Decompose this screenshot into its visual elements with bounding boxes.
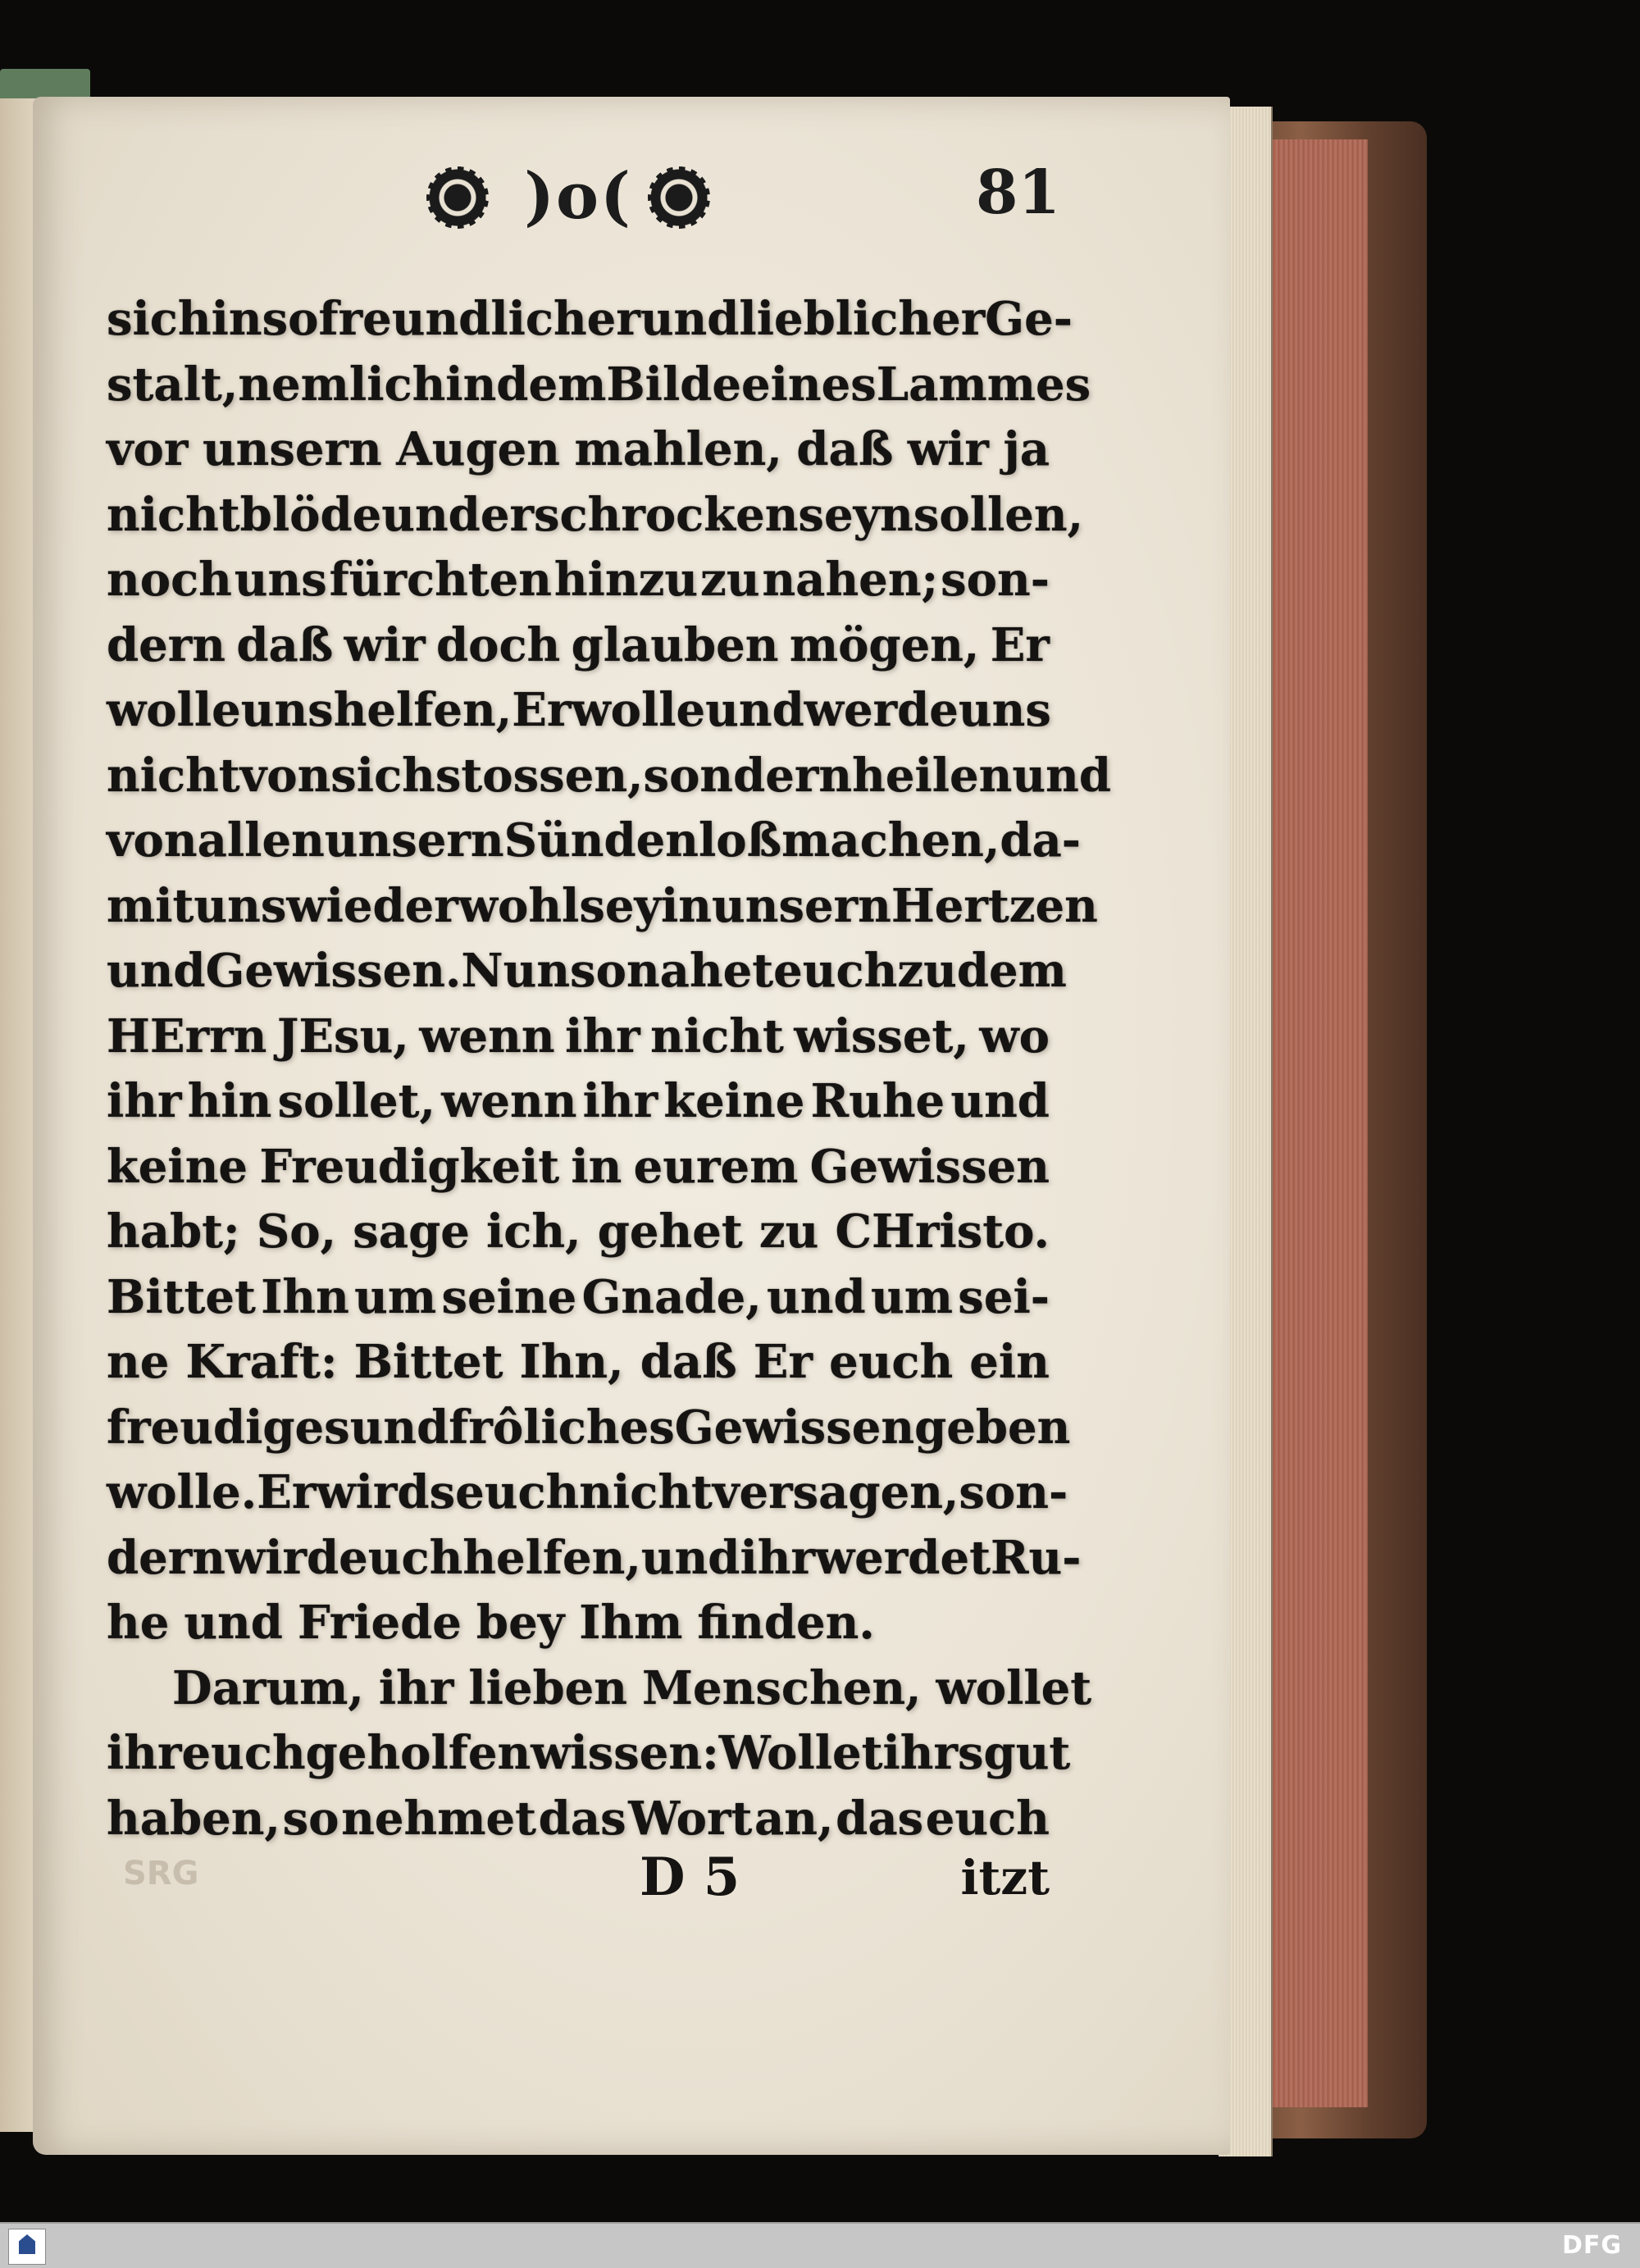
text-line [107,417,1050,483]
word: Er [990,617,1050,672]
word: freudiges [107,1400,350,1455]
word: sich [330,748,435,803]
word: keine [663,1074,805,1128]
dfg-logo: DFG [1561,2231,1622,2260]
word: an, [754,1791,834,1846]
page-footer-line [107,1841,1050,1915]
word: hin [187,1074,272,1128]
word: CHristo. [835,1205,1050,1259]
word: in [661,878,713,933]
word: geben [914,1400,1071,1455]
word: dern [107,1530,226,1585]
word: helfen, [462,1530,641,1585]
word: wenn [441,1074,577,1128]
text-line [107,808,1082,874]
word: wieder [286,878,458,933]
text-line [107,613,1050,679]
word: wolle. [107,1465,257,1519]
word: euch [773,944,898,998]
word: wissen: [531,1726,719,1780]
word: lieben [468,1660,628,1715]
word: heilen [852,748,1013,803]
word: finden. [697,1596,875,1650]
word: euch [455,1465,580,1519]
word: und [767,1269,866,1324]
word: wollet [936,1660,1092,1715]
library-stamp: SRG [123,1855,199,1892]
word: stossen, [435,748,644,803]
word: eines [741,357,877,412]
word: so [262,292,319,346]
word: und [1012,748,1111,803]
word: unsern [712,878,891,933]
word: ein [969,1335,1050,1389]
word: sich [107,292,212,346]
word: sey [579,878,662,933]
word: nahen; [762,553,939,607]
text-line [107,1004,1050,1070]
word: uns [194,878,287,933]
word: wir [907,422,989,476]
word: unsern [324,813,504,868]
word: haben, [107,1791,280,1846]
rosette-ornament-icon [426,166,489,229]
word: seine [441,1269,577,1324]
word: wo [979,1009,1050,1063]
word: Friede [297,1596,462,1650]
word: habt; [107,1205,240,1259]
word: das [538,1791,626,1846]
word: Wollet [718,1726,883,1780]
word: und [950,1074,1050,1128]
word: wohl [458,878,580,933]
fore-edge [1269,139,1368,2107]
text-line [107,1721,1071,1787]
word: Er [512,683,572,737]
word: wisset, [794,1009,969,1063]
word: werdet [814,1530,991,1585]
text-line [107,1069,1050,1135]
word: Hertzen [891,878,1098,933]
word: und [107,944,206,998]
word: daß [236,617,334,672]
word: und [381,487,481,542]
catchword: itzt [960,1850,1050,1906]
word: in [445,357,497,412]
word: nicht [579,1465,713,1519]
word: Nun [461,944,571,998]
word: uns [240,683,334,737]
word: Ihn, [519,1335,624,1389]
text-line [107,287,1073,353]
word: Augen [396,422,560,476]
word: so [570,944,626,998]
word: unsern [202,422,382,476]
word: sollen, [913,487,1084,542]
word: Darum, [172,1660,364,1715]
word: wolle [571,683,706,737]
word: ne [107,1335,170,1389]
word: wird [226,1530,339,1585]
word: noch [107,553,232,607]
word: mit [107,878,194,933]
word: geholfen [305,1726,531,1780]
word: gehet [597,1205,743,1259]
word: und [640,292,740,346]
word: ich, [485,1205,581,1259]
word: doch [435,617,561,672]
word: ihr [378,1660,454,1715]
word: Bilde [606,357,742,412]
word: nicht [650,1009,784,1063]
word: um [870,1269,953,1324]
word: Sünden [503,813,699,868]
word: daß [640,1335,737,1389]
header-ornament: )o( [524,159,632,234]
word: HErrn [107,1009,267,1063]
word: vor [107,422,189,476]
word: Gewissen [809,1139,1050,1194]
word: zu [700,553,760,607]
word: Bittet [353,1335,503,1389]
word: machen, [781,813,1000,868]
word: zu [897,944,957,998]
text-line [107,548,1050,613]
word: in [571,1139,622,1194]
word: frôliches [449,1400,675,1455]
word: Ihm [579,1596,683,1650]
paragraph-start-line [107,1656,1092,1722]
word: zu [758,1205,819,1259]
text-line [107,353,1091,418]
word: ihr [107,1074,182,1128]
word: euch [829,1335,954,1389]
word: Ruhe [810,1074,945,1128]
word: von [239,748,331,803]
word: hinzu [554,553,699,607]
word: Gewissen [674,1400,915,1455]
word: Er [257,1465,317,1519]
word: werde [804,683,959,737]
word: blöde [239,487,382,542]
text-line [107,1526,1082,1592]
word: So, [256,1205,337,1259]
word: Gewissen. [205,944,462,998]
word: fürchten [329,553,553,607]
text-line [107,744,1111,809]
text-line [107,1265,1050,1331]
word: son- [941,553,1050,607]
word: Lammes [876,357,1091,412]
word: eurem [633,1139,799,1194]
text-line [107,874,1098,940]
word: Ge- [985,292,1073,346]
word: mögen, [789,617,980,672]
word: da- [1000,813,1082,868]
word: ihrs [882,1726,984,1780]
word: daß [796,422,894,476]
word: lieblicher [739,292,986,346]
word: versagen, [712,1465,959,1519]
word: Wort [628,1791,753,1846]
word: allen [197,813,325,868]
text-line [107,1135,1050,1200]
word: euch [339,1530,463,1585]
library-logo-icon [8,2229,46,2265]
word: sage [353,1205,470,1259]
word: ihr [107,1726,182,1780]
word: son- [959,1465,1068,1519]
word: seyn [798,487,913,542]
word: und [349,1400,449,1455]
word: und [184,1596,283,1650]
word: euch [925,1791,1050,1846]
word: wir [344,617,426,672]
word: Freudigkeit [259,1139,560,1194]
text-line [107,1200,1050,1265]
word: und [640,1530,740,1585]
word: nemlich [238,357,446,412]
text-line [107,1460,1068,1526]
word: wirds [316,1465,456,1519]
word: mahlen, [574,422,782,476]
word: stalt, [107,357,239,412]
word: dem [496,357,607,412]
word: JEsu, [276,1009,409,1063]
word: bey [476,1596,565,1650]
text-line [107,1396,1071,1461]
word: he [107,1596,170,1650]
word: Bittet [107,1269,256,1324]
word: sei- [958,1269,1050,1324]
word: Kraft: [185,1335,338,1389]
text-line [107,1330,1050,1396]
word: sollet, [277,1074,435,1128]
word: ihr [565,1009,640,1063]
word: von [107,813,198,868]
word: ihr [582,1074,658,1128]
word: wolle [107,683,241,737]
word: loß [698,813,782,868]
paragraph-end-line [107,1591,1050,1656]
signature-mark: D 5 [640,1847,740,1908]
word: freundlicher [318,292,640,346]
word: Menschen, [642,1660,922,1715]
word: dem [956,944,1067,998]
word: das [836,1791,924,1846]
word: ja [1003,422,1050,476]
word: nicht [107,748,240,803]
text-line [107,939,1067,1004]
text-line [107,678,1050,744]
word: und [705,683,804,737]
word: um [354,1269,437,1324]
word: gut [983,1726,1071,1780]
body-text [107,287,1111,1851]
word: uns [958,683,1051,737]
word: nahet [626,944,774,998]
viewer-footer-bar [0,2222,1640,2268]
word: so [282,1791,339,1846]
text-line [107,483,1084,549]
word: uns [234,553,327,607]
word: erschrocken [480,487,799,542]
word: helfen, [333,683,512,737]
word: Gnade, [581,1269,762,1324]
word: glauben [571,617,779,672]
word: Ru- [990,1530,1082,1585]
word: nehmet [341,1791,537,1846]
word: dern [107,617,226,672]
rosette-ornament-icon [648,166,710,229]
word: wenn [419,1009,555,1063]
word: keine [107,1139,248,1194]
word: euch [181,1726,306,1780]
word: sondern [643,748,853,803]
page-number: 81 [976,157,1060,228]
word: in [211,292,262,346]
word: ihr [740,1530,815,1585]
word: Ihn [261,1269,349,1324]
word: nicht [107,487,240,542]
word: Er [753,1335,813,1389]
